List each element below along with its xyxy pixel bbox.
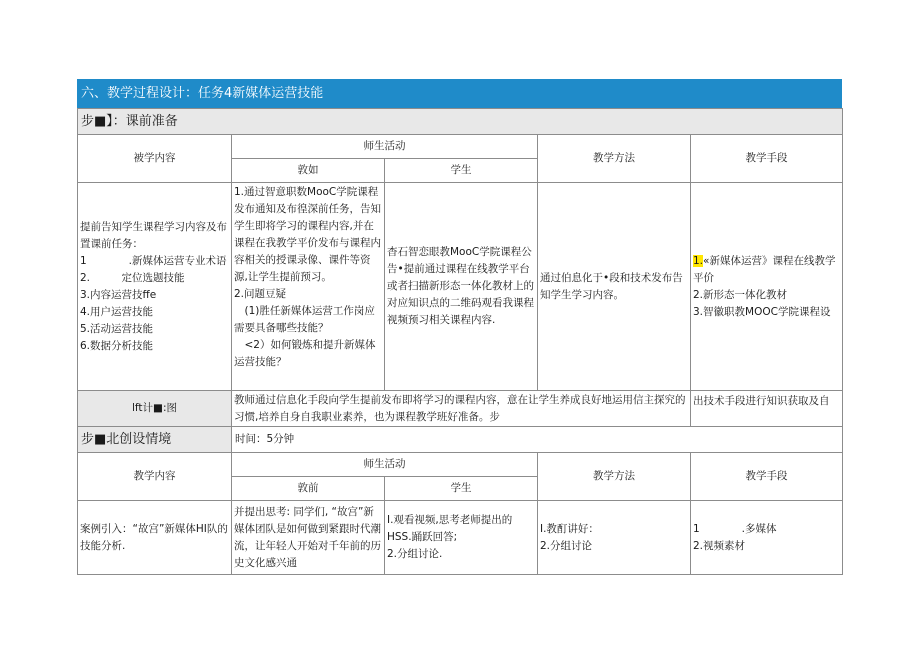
step2-header-row — [78, 453, 843, 477]
lesson-table — [77, 108, 843, 575]
step1-method-cell — [538, 183, 691, 391]
step1-student-cell — [385, 183, 538, 391]
content-item-5: 5.活动运营技能 — [80, 322, 154, 335]
section-title: 六、教学过程设计：任务4新媒体运营技能 — [77, 79, 842, 108]
teacher-notice: 1.通过智意职数MooC学院课程发布通知及布徨深前任务，告知学生即将学习的课程内容,并在课程在我教学平价发布与课程内容相关的授课录像、课件等资源,让学生提前预习。 — [234, 186, 381, 283]
step2-time: 时间：5分钟 — [232, 427, 843, 453]
content-item-4: 4.用户运营技能 — [80, 305, 154, 318]
step1-means-cell — [691, 183, 843, 391]
lesson-plan-page — [77, 79, 842, 575]
header2-activity: 师生活动 — [232, 453, 538, 477]
student-preview-text: 杳石智恋眼教MooC学院课程公告•提前通过课程在线教学平台或者扫描新形态一体化教材上的对应知识点的二维码观看我课程视频预习相关课程内容. — [387, 246, 534, 326]
step2-student-cell: I.观看视频,思考老师提出的HSS.踊跃回答; 2.分组讨论. — [385, 501, 538, 575]
step1-heading: 步■】：课前准备 — [78, 109, 843, 135]
design-row — [78, 391, 843, 427]
header2-means: 教学手段 — [691, 453, 843, 501]
means-item-1-text: «新媒体运营》课程在线教学平价 — [693, 254, 836, 284]
means-item-3: 3.智徽职教MOOC学院课程设 — [693, 305, 831, 318]
step2-heading-row — [78, 427, 843, 453]
header2-method: 教学方法 — [538, 453, 691, 501]
header-means: 教学手段 — [691, 135, 843, 183]
step1-heading-row — [78, 109, 843, 135]
step1-header-row — [78, 135, 843, 159]
teacher-question-2: <2）如何锻炼和提升新媒体运营技能？ — [234, 339, 376, 368]
header-student: 学生 — [385, 159, 538, 183]
teacher-question-title: 2.问题豆疑 — [234, 288, 287, 300]
step1-body-row — [78, 183, 843, 391]
step2-means-cell: 1 .多媒体 2.视频素材 — [691, 501, 843, 575]
means-item-2: 2.新形态一体化教材 — [693, 288, 788, 301]
teacher-question-1: (1)胜任新媒体运营工作岗应需要具备哪些技能？ — [234, 305, 375, 334]
header2-teacher: 敦前 — [232, 477, 385, 501]
design-text: 教师通过信息化手段向学生提前发布即将学习的课程内容，意在让学生养成良好地运用信主探究的习惯,培养自身自我职业素养，也为课程教学班好准备。步 — [232, 391, 691, 427]
content-intro: 提前告知学生课程学习内容及布置课前任务： — [80, 220, 227, 250]
step1-content-cell — [78, 183, 232, 391]
content-item-3: 3.内容运营技ffe — [80, 288, 157, 301]
header-method: 教学方法 — [538, 135, 691, 183]
content-item-6: 6.数据分析技能 — [80, 339, 154, 352]
design-means: 出技术手段进行知识获取及自 — [691, 391, 843, 427]
design-label: lft计■:图 — [78, 391, 232, 427]
content-item-1: 1 .新媒体运营专业术语 — [80, 254, 227, 267]
step1-teacher-cell — [232, 183, 385, 391]
means-item-1 — [693, 253, 840, 287]
step2-teacher-cell: 并提出思考: 同学们, “故宫”新媒体团队是如何做到紧跟时代潮流，让年轻人开始对千年前的历史文化感兴通 — [232, 501, 385, 575]
header-content: 被学内容 — [78, 135, 232, 183]
step2-body-row — [78, 501, 843, 575]
step2-method-cell: I.教酊讲好： 2.分组讨论 — [538, 501, 691, 575]
header2-content: 教学内容 — [78, 453, 232, 501]
header-teacher: 敦如 — [232, 159, 385, 183]
header-activity: 师生活动 — [232, 135, 538, 159]
content-item-2: 2. 定位选题技能 — [80, 271, 185, 284]
step2-content-cell: 案例引入：“故宫”新媒体HI队的技能分析. — [78, 501, 232, 575]
method-text: 通过伯息化于•段和技术发布告知学生学习内容。 — [540, 271, 683, 301]
highlight-mark: 1. — [693, 254, 704, 267]
header2-student: 学生 — [385, 477, 538, 501]
step2-heading: 步■北创设情境 — [78, 427, 232, 453]
